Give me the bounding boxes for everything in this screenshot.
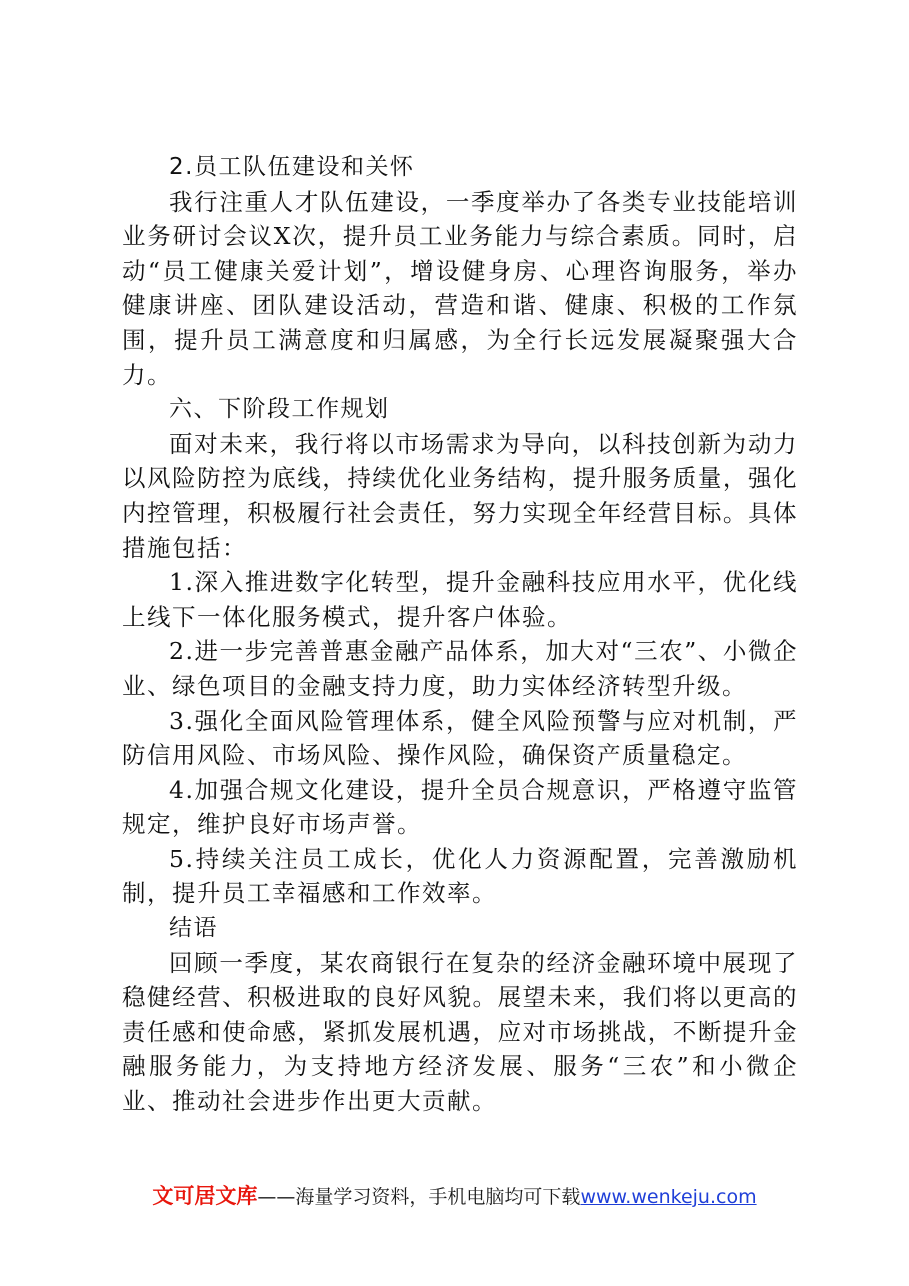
footer-link[interactable]: www.wenkeju.com (580, 1186, 757, 1208)
measure-item-3: 3.强化全面风险管理体系，健全风险预警与应对机制，严防信用风险、市场风险、操作风险，确保资产质量稳定。 (122, 706, 798, 770)
measure-item-1: 1.深入推进数字化转型，提升金融科技应用水平，优化线上线下一体化服务模式，提升客户体验。 (122, 568, 798, 631)
footer-brand: 文可居文库 (152, 1184, 258, 1208)
paragraph-conclusion: 回顾一季度，某农商银行在复杂的经济金融环境中展现了稳健经营、积极进取的良好风貌。展望未来，我们将以更高的责任感和使命感，紧抓发展机遇，应对市场挑战，不断提升金融服务能力，为支持地方经济发展、服务“三农”和小微企业、推动社会进步作出更大贡献。 (122, 948, 798, 1116)
footer-banner (0, 1182, 909, 1211)
paragraph-staff: 我行注重人才队伍建设，一季度举办了各类专业技能培训业务研讨会议X次，提升员工业务能力与综合素质。同时，启动“员工健康关爱计划”，增设健身房、心理咨询服务，举办健康讲座、团队建设活动，营造和谐、健康、积极的工作氛围，提升员工满意度和归属感，为全行长远发展凝聚强大合力。 (122, 187, 798, 389)
measure-item-4: 4.加强合规文化建设，提升全员合规意识，严格遵守监管规定，维护良好市场声誉。 (122, 775, 798, 839)
section-heading-conclusion: 结语 (169, 915, 218, 942)
section-heading-plan: 六、下阶段工作规划 (169, 396, 390, 423)
measure-item-5: 5.持续关注员工成长，优化人力资源配置，完善激励机制，提升员工幸福感和工作效率。 (122, 844, 798, 908)
document-body (122, 150, 798, 1119)
paragraph-plan: 面对未来，我行将以市场需求为导向，以科技创新为动力以风险防控为底线，持续优化业务结构，提升服务质量，强化内控管理，积极履行社会责任，努力实现全年经营目标。具体措施包括： (122, 429, 798, 562)
footer-slogan: ——海量学习资料，手机电脑均可下载 (257, 1186, 581, 1208)
measure-item-2: 2.进一步完善普惠金融产品体系，加大对“三农”、小微企业、绿色项目的金融支持力度，助力实体经济转型升级。 (122, 637, 798, 700)
section-heading-staff: 2.员工队伍建设和关怀 (169, 154, 415, 180)
